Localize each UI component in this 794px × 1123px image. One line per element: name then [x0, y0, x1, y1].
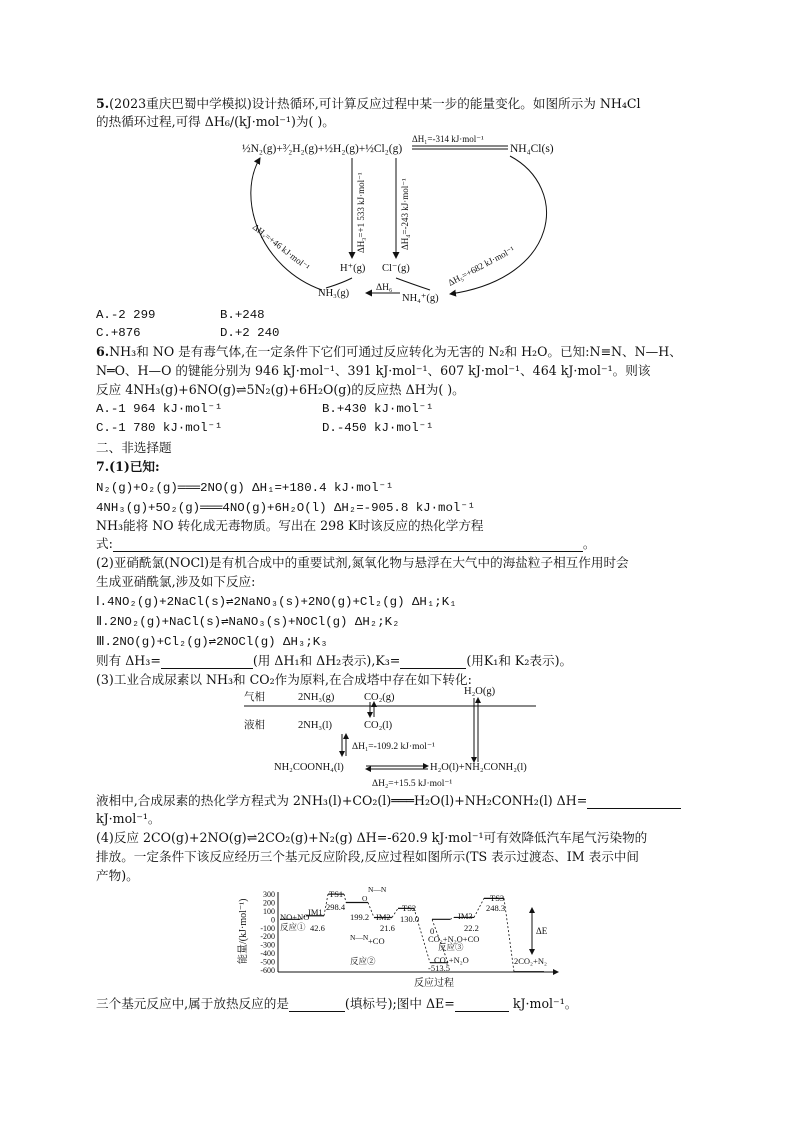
chart-ylabel: 能量/(kJ·mol⁻¹)	[238, 898, 249, 964]
chart-xlabel: 反应过程	[414, 978, 454, 989]
label-r2: 反应②	[350, 956, 376, 966]
q7-part2-qc: (用K₁和 K₂表示)。	[466, 653, 573, 668]
y-tick-label: -600	[260, 966, 275, 975]
section-heading: 二、非选择题	[96, 440, 172, 455]
q7-exothermic-blank[interactable]	[289, 998, 345, 1012]
y-tick-label: -300	[260, 940, 275, 950]
q5-number: 5.	[96, 96, 110, 111]
urea-liquid-label: 液相	[244, 720, 265, 731]
label-zero2: 0	[430, 926, 435, 936]
q7-part2-question	[96, 653, 572, 669]
q7-de-blank[interactable]	[455, 998, 509, 1012]
label-130: 130.0	[400, 914, 420, 924]
cycle-dh6: ΔH₆	[376, 283, 393, 293]
q6-number: 6.	[96, 344, 110, 359]
q6-text1: NH₃和 NO 是有毒气体,在一定条件下它们可通过反应转化为无害的 N₂和 H₂O。已知:N≡N、N—H、	[109, 344, 682, 359]
urea-nh3l: 2NH₃(l)	[298, 720, 332, 731]
label-ts1: TS1	[329, 889, 344, 899]
y-tick-label: 300	[263, 890, 275, 899]
label-199: 199.2	[350, 912, 370, 922]
urea-nh3g: 2NH₃(g)	[298, 692, 335, 703]
y-tick-label: -400	[260, 949, 275, 959]
urea-dh1: ΔH₁=-109.2 kJ·mol⁻¹	[352, 742, 435, 752]
q7-part1-head: 7.(1)已知:	[96, 459, 160, 474]
q5-text1: (2023重庆巴蜀中学模拟)设计热循环,可计算反应过程中某一步的能量变化。如图所示为 NH₄Cl	[109, 96, 641, 111]
q6-option-b: B.+430 kJ·mol⁻¹	[322, 402, 434, 416]
q5-line2: 的热循环过程,可得 ΔH₆/(kJ·mol⁻¹)为( )。	[96, 114, 335, 129]
label-21-6: 21.6	[380, 923, 395, 933]
urea-gas-label: 气相	[244, 692, 265, 703]
y-tick-label: 100	[263, 906, 275, 916]
cycle-nh3: NH₃(g)	[318, 288, 350, 299]
energy-profile-chart	[228, 884, 568, 992]
cycle-dh4: ΔH₄=-243 kJ·mol⁻¹	[400, 178, 410, 250]
label-nn-top: N—N	[368, 885, 387, 894]
q7-part1-question: NH₃能将 NO 转化成无毒物质。写出在 298 K时该反应的热化学方程	[96, 518, 484, 533]
cycle-top-left: ½N₂(g)+³⁄₂H₂(g)+½H₂(g)+½Cl₂(g)	[242, 143, 403, 155]
cycle-top-right: NH₄Cl(s)	[510, 143, 554, 155]
cycle-hplus: H⁺(g)	[340, 263, 366, 274]
q5-option-c: C.+876	[96, 326, 141, 340]
label-de: ΔE	[536, 926, 548, 936]
q6-option-c: C.-1 780 kJ·mol⁻¹	[96, 421, 223, 435]
label-im1: IM1	[308, 907, 323, 917]
label-co2n2o: CO₂+N₂O	[434, 955, 469, 965]
q7-part4-qc: kJ·mol⁻¹。	[508, 996, 578, 1011]
label-42-6: 42.6	[310, 923, 325, 933]
cycle-clminus: Cl⁻(g)	[382, 263, 410, 274]
q7-dh3-blank[interactable]	[161, 655, 253, 669]
label-final: 2CO₂+N₂	[514, 956, 547, 966]
q7-reaction1: Ⅰ.4NO₂(g)+2NaCl(s)⇌2NaNO₃(s)+2NO(g)+Cl₂(g) ΔH₁;K₁	[96, 595, 457, 609]
q7-part3-question	[96, 793, 681, 809]
label-298: 298.4	[326, 902, 346, 912]
urea-co2g: CO₂(g)	[364, 692, 395, 703]
q7-part2-qb: (用 ΔH₁和 ΔH₂表示),K₃=	[252, 653, 401, 668]
label-ts3: TS3	[490, 893, 505, 903]
urea-diagram	[244, 688, 544, 792]
label-248: 248.3	[486, 903, 506, 913]
q7-part3-q: 液相中,合成尿素的热化学方程式为 2NH₃(l)+CO₂(l)═══H₂O(l)+NH₂CONH₂(l) ΔH=	[96, 793, 588, 808]
q6-line3: 反应 4NH₃(g)+6NO(g)⇌5N₂(g)+6H₂O(g)的反应热 ΔH为( )。	[96, 382, 465, 397]
label-22-2: 22.2	[464, 923, 479, 933]
q7-part3-line1: (3)工业合成尿素以 NH₃和 CO₂作为原料,在合成塔中存在如下转化:	[96, 672, 472, 687]
q7-reaction3: Ⅲ.2NO(g)+Cl₂(g)⇌2NOCl(g) ΔH₃;K₃	[96, 635, 328, 649]
urea-h2og: H₂O(g)	[464, 686, 496, 697]
urea-carbamate: NH₂COONH₄(l)	[274, 762, 344, 773]
energy-connector	[474, 898, 484, 917]
q7-part1-answer-line	[96, 536, 595, 552]
q6-line2: N═O、H—O 的键能分别为 946 kJ·mol⁻¹、391 kJ·mol⁻¹、607 kJ·mol⁻¹、464 kJ·mol⁻¹。则该	[96, 363, 651, 378]
cycle-dh5: ΔH₅=+682 kJ·mol⁻¹	[446, 244, 517, 288]
label-r3: 反应③	[438, 942, 464, 952]
urea-product: H₂O(l)+NH₂CONH₂(l)	[430, 762, 527, 773]
label-im2: IM2	[376, 912, 391, 922]
cycle-dh2: ΔH₂=+46 kJ·mol⁻¹	[250, 221, 312, 273]
urea-dh2: ΔH₂=+15.5 kJ·mol⁻¹	[372, 779, 453, 789]
cycle-arrow-dh2	[251, 158, 322, 290]
cycle-nh4: NH₄⁺(g)	[402, 293, 439, 304]
q7-part1-end: 。	[582, 536, 596, 551]
q6-options-row1	[96, 401, 434, 417]
label-nn-low: N—N	[350, 933, 369, 942]
q7-part4-line1: (4)反应 2CO(g)+2NO(g)⇌2CO₂(g)+N₂(g) ΔH=-620.9 kJ·mol⁻¹可有效降低汽车尾气污染物的	[96, 830, 648, 845]
q7-eq2: 4NH₃(g)+5O₂(g)═══4NO(g)+6H₂O(l) ΔH₂=-905.8 kJ·mol⁻¹	[96, 501, 476, 515]
cycle-dh3: ΔH₃=+1 533 kJ·mol⁻¹	[356, 172, 366, 253]
label-513: -513.5	[428, 963, 450, 973]
q7-part4-line3: 产物)。	[96, 868, 139, 883]
q6-option-d: D.-450 kJ·mol⁻¹	[322, 421, 434, 435]
q7-part4-qb: (填标号);图中 ΔE=	[344, 996, 455, 1011]
energy-connector	[504, 898, 514, 971]
q7-reaction2: Ⅱ.2NO₂(g)+NaCl(s)⇌NaNO₃(s)+NOCl(g) ΔH₂;K₂	[96, 615, 400, 629]
q7-part4-qa: 三个基元反应中,属于放热反应的是	[96, 996, 289, 1011]
q7-part3-unit: kJ·mol⁻¹。	[96, 811, 161, 826]
energy-connector	[392, 908, 398, 917]
energy-connector	[450, 917, 454, 919]
q5-options-row1	[96, 307, 265, 323]
label-r1: 反应①	[280, 922, 306, 932]
y-tick-label: -500	[260, 957, 275, 967]
label-plus-co: +CO	[368, 936, 385, 946]
y-tick-label: -100	[260, 923, 275, 933]
q7-part1-label: 式:	[96, 536, 113, 551]
q7-part2-line1: (2)亚硝酰氯(NOCl)是有机合成中的重要试剂,氮氧化物与悬浮在大气中的海盐粒子相互作用时会	[96, 555, 629, 570]
label-im3: IM3	[458, 911, 473, 921]
q6-line1	[96, 344, 682, 360]
q5-line1	[96, 96, 641, 112]
y-tick-label: -200	[260, 932, 275, 942]
label-o-top: O	[362, 894, 368, 903]
urea-co2l: CO₂(l)	[364, 720, 393, 731]
q5-options-row2	[96, 325, 280, 341]
cycle-dh1: ΔH₁=-314 kJ·mol⁻¹	[412, 134, 484, 144]
label-co2n2oco: CO₂+N₂O+CO	[428, 934, 480, 944]
label-ts2: TS2	[402, 903, 417, 913]
q7-part1-blank[interactable]	[113, 538, 583, 552]
q7-part3-blank[interactable]	[587, 795, 681, 809]
thermal-cycle-diagram	[240, 128, 570, 306]
q7-eq1: N₂(g)+O₂(g)═══2NO(g) ΔH₁=+180.4 kJ·mol⁻¹	[96, 481, 394, 495]
q7-part4-question	[96, 996, 577, 1012]
q7-part2-qa: 则有 ΔH₃=	[96, 653, 161, 668]
q7-part4-line2: 排放。一定条件下该反应经历三个基元反应阶段,反应过程如图所示(TS 表示过渡态、IM 表示中间	[96, 849, 639, 864]
y-tick-label: 200	[263, 898, 275, 908]
q5-option-a: A.-2 299	[96, 308, 156, 322]
q5-option-b: B.+248	[220, 308, 265, 322]
label-nono: NO+NO	[280, 912, 310, 922]
y-tick-label: 0	[271, 915, 275, 925]
q7-part2-line2: 生成亚硝酰氯,涉及如下反应:	[96, 574, 256, 589]
q6-options-row2	[96, 420, 434, 436]
q7-k3-blank[interactable]	[400, 655, 466, 669]
q6-option-a: A.-1 964 kJ·mol⁻¹	[96, 402, 223, 416]
q5-option-d: D.+2 240	[220, 326, 280, 340]
